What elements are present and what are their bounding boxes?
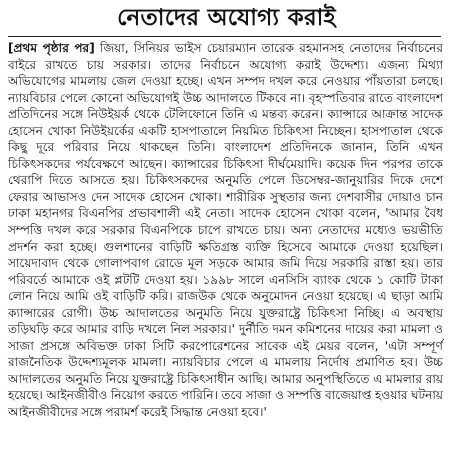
article-paragraph: জিয়া, সিনিয়র ভাইস চেয়ারম্যান তারেক রহমানসহ নেতাদের নির্বাচনের বাইরে রাখতে চায় সরকার। তাদের নির্বাচনে অযোগ্য করাই উদ্দেশ্য। এজন্য মিথ্যা অভিযোগের মামলায় জেল দেওয়া হচ্ছে। এখন সম্পদ দখল করে নেওয়ার পাঁয়তারা চলছে। ন্যায়বিচার পেলে কোনো অভিযোগই উচ্চ আদালতে টিকবে না। বৃহস্পতিবার রাতে বাংলাদেশ প্রতিদিনের সঙ্গে নিউইয়র্ক থেকে টেলিফোনে তিনি এ মন্তব্য করেন। ক্যান্সারে আক্রান্ত সাদেক হোসেন খোকা নিউইয়র্কের একটি হাসপাতালে নিয়মিত চিকিৎসা নিচ্ছেন। হাসপাতাল থেকে কিছু দূরে পরিবার নিয়ে থাকছেন তিনি। বাংলাদেশ প্রতিদিনকে জানান, তিনি এখন চিকিৎসকদের পর্যবেক্ষণে আছেন। ক্যান্সারের চিকিৎসা দীর্ঘমেয়াদি। কয়েক দিন পরপর তাকে থেরাপি দিতে আসতে হয়। চিকিৎসকদের অনুমতি পেলে ডিসেম্বর-জানুয়ারির দিকে দেশে ফেরার আভাসও দেন সাদেক হোসেন খোকা। শারীরিক সুস্থতার জন্য দেশবাসীর দোয়াও চান ঢাকা মহানগর বিএনপির প্রভাবশালী এই নেতা। সাদেক হোসেন খোকা বলেন, 'আমার বৈধ সম্পত্তি দখল করে সরকার বিএনপিকে চাপে রাখতে চায়। অন্য নেতাদের মধ্যেও ভয়ভীতি প্রদর্শন করা হচ্ছে। গুলশানের বাড়িটি ক্ষতিগ্রস্ত ব্যক্তি হিসেবে আমাকে দেওয়া হয়েছিল। সায়েদাবাদ থেকে গোলাপবাগ রোডে মূল সড়কে আমার জমি দিয়ে সরকারি রাস্তা হয়। তার পরিবর্তে আমাকে ওই প্লটটি দেওয়া হয়। ১৯৯৮ সালে এনসিসি ব্যাংক থেকে ১ কোটি টাকা লোন নিয়ে আমি ওই বাড়িটি করি। রাজউক থেকে অনুমোদন নেওয়া হয়েছে। এ ছাড়া আমি ক্যান্সারের রোগী। উচ্চ আদালতের অনুমতি নিয়ে যুক্তরাষ্ট্রে চিকিৎসা নিচ্ছি। এ অবস্থায় তড়িঘড়ি করে আমার বাড়ি দখলে নিল সরকার।' দুর্নীতি দমন কমিশনের দায়ের করা মামলা ও সাজা প্রসঙ্গে অবিভক্ত ঢাকা সিটি করপোরেশনের সাবেক এই মেয়র বলেন, 'এটা সম্পূর্ণ রাজনৈতিক উদ্দেশ্যমূলক মামলা। ন্যায়বিচার পেলে এ মামলায় নির্দোষ প্রমাণিত হব। উচ্চ আদালতের অনুমতি নিয়ে যুক্তরাষ্ট্রে চিকিৎসাধীন আছি। আমার অনুপস্থিতিতে এ মামলার রায় হয়েছে। আইনজীবীও নিয়োগ করতে পারিনি। তবে সাজা ও সম্পত্তি বাজেয়াপ্ত হওয়ার ঘটনায় আইনজীবীদের সঙ্গে পরামর্শ করেই সিদ্ধান্ত নেওয়া হবে।' [8, 41, 443, 420]
article-title: নেতাদের অযোগ্য করাই [117, 5, 336, 31]
article-body [8, 40, 443, 421]
next-article-fragment [0, 457, 453, 474]
title-divider [8, 36, 441, 37]
continuation-label: [প্রথম পৃষ্ঠার পর] [8, 41, 95, 55]
